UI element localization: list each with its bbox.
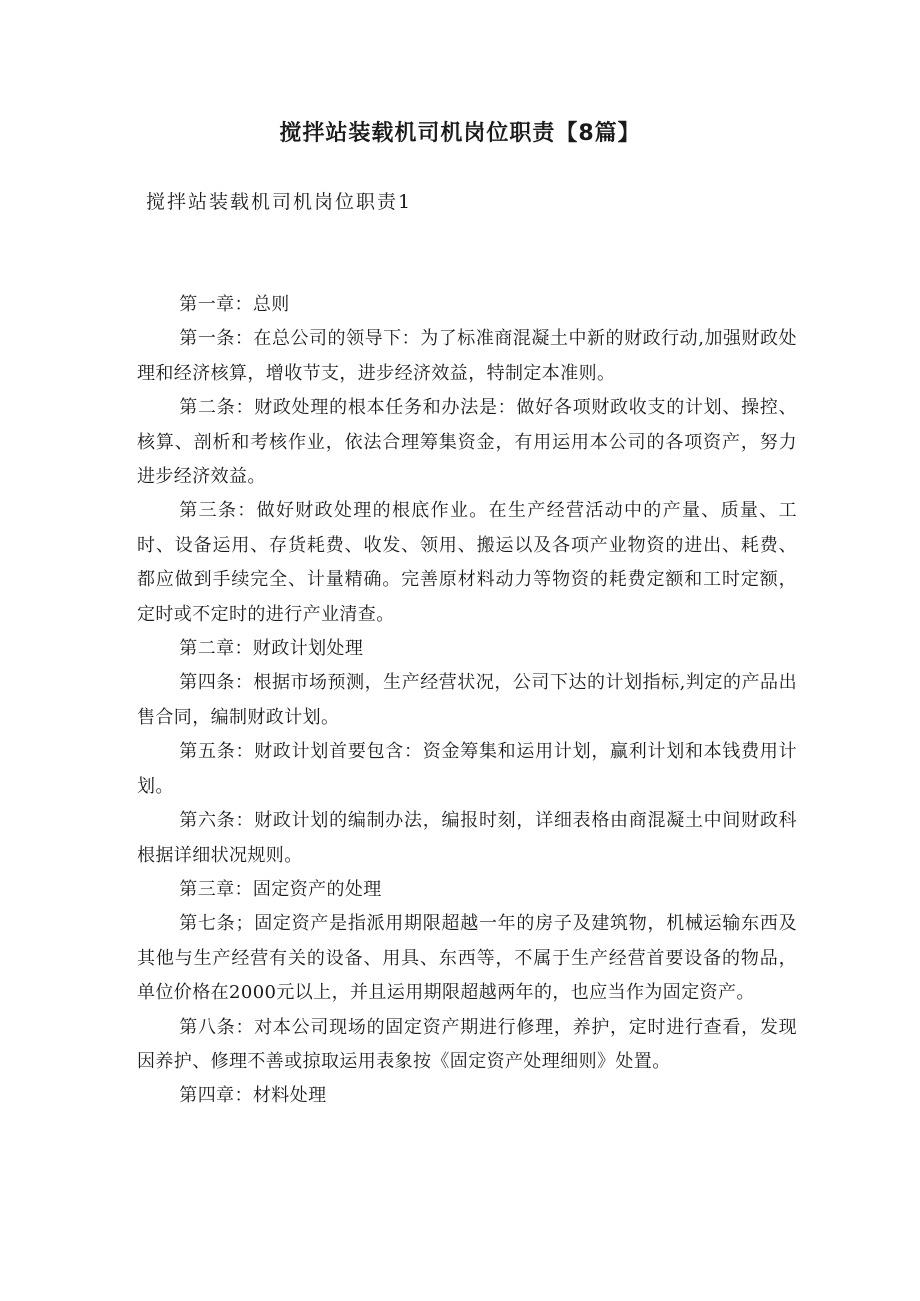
section-heading: 搅拌站装载机司机岗位职责1 <box>146 191 413 213</box>
chapter-heading: 第二章：财政计划处理 <box>179 638 364 660</box>
article-paragraph: 第四条：根据市场预测，生产经营状况，公司下达的计划指标,判定的产品出售合同，编制财政计划。 <box>137 672 797 728</box>
article-paragraph: 第二条：财政处理的根本任务和办法是：做好各项财政收支的计划、操控、核算、剖析和考核作业，依法合理筹集资金，有用运用本公司的各项资产，努力进步经济效益。 <box>137 397 797 488</box>
article-paragraph: 第七条；固定资产是指派用期限超越一年的房子及建筑物，机械运输东西及其他与生产经营有关的设备、用具、东西等，不属于生产经营首要设备的物品，单位价格在2000元以上，并且运用期限超越两年的，也应当作为固定资产。 <box>137 913 797 1004</box>
chapter-heading: 第一章：总则 <box>179 294 290 315</box>
article-paragraph: 第六条：财政计划的编制办法，编报时刻，详细表格由商混凝土中间财政科根据详细状况规则。 <box>137 810 797 866</box>
article-paragraph: 第三条：做好财政处理的根底作业。在生产经营活动中的产量、质量、工时、设备运用、存货耗费、收发、领用、搬运以及各项产业物资的进出、耗费、都应做到手续完全、计量精确。完善原材料动力等物资的耗费定额和工时定额，定时或不定时的进行产业清查。 <box>137 500 797 625</box>
chapter-heading: 第四章：材料处理 <box>179 1085 327 1107</box>
article-paragraph: 第五条：财政计划首要包含：资金筹集和运用计划，赢利计划和本钱费用计划。 <box>137 741 797 797</box>
chapter-heading: 第三章：固定资产的处理 <box>179 878 382 900</box>
article-paragraph: 第八条：对本公司现场的固定资产期进行修理，养护，定时进行查看，发现因养护、修理不善或掠取运用表象按《固定资产处理细则》处置。 <box>137 1016 797 1072</box>
article-paragraph: 第一条：在总公司的领导下：为了标准商混凝土中新的财政行动,加强财政处理和经济核算，增收节支，进步经济效益，特制定本准则。 <box>137 328 797 384</box>
document-title: 搅拌站装载机司机岗位职责【8篇】 <box>279 121 641 146</box>
document-body <box>137 288 797 1114</box>
